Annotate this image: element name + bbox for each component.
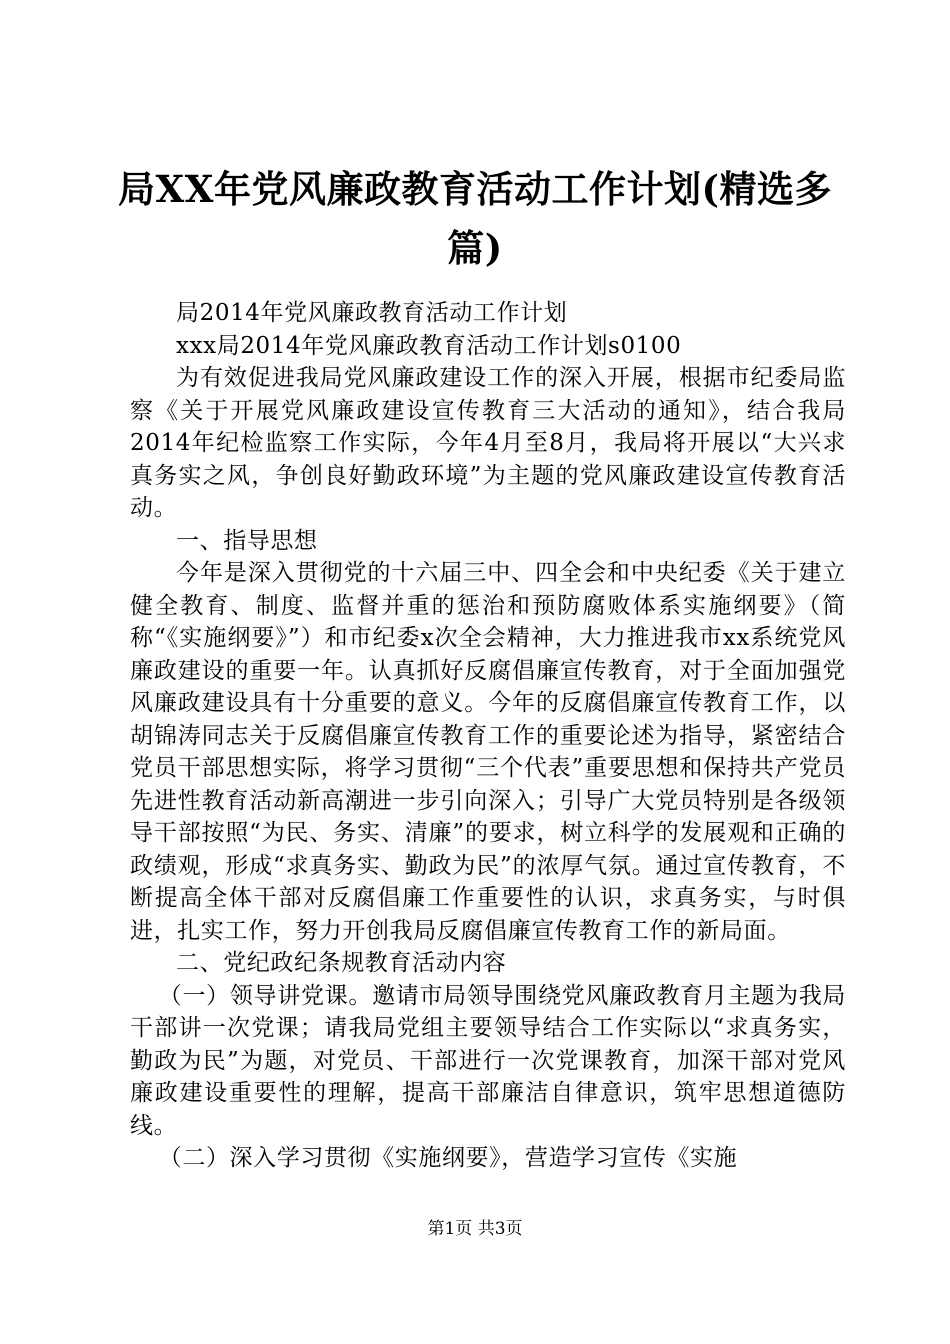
document-title: 局XX年党风廉政教育活动工作计划(精选多篇) bbox=[118, 167, 832, 270]
paragraph-item-1: （一）领导讲党课。邀请市局领导围绕党风廉政教育月主题为我局干部讲一次党课；请我局党组主要领导结合工作实际以“求真务实，勤政为民”为题，对党员、干部进行一次党课教育，加深干部对党风廉政建设重要性的理解，提高干部廉洁自律意识，筑牢思想道德防线。 bbox=[130, 982, 846, 1139]
paragraph-plan-name: xxx局2014年党风廉政教育活动工作计划s0100 bbox=[176, 332, 682, 359]
paragraph-intro: 为有效促进我局党风廉政建设工作的深入开展，根据市纪委局监察《关于开展党风廉政建设宣传教育三大活动的通知》，结合我局2014年纪检监察工作实际，今年4月至8月，我局将开展以“大兴求真务实之风，争创良好勤政环境”为主题的党风廉政建设宣传教育活动。 bbox=[130, 365, 846, 521]
paragraph-item-2: （二）深入学习贯彻《实施纲要》，营造学习宣传《实施 bbox=[158, 1145, 738, 1171]
section-heading-activity-content: 二、党纪政纪条规教育活动内容 bbox=[176, 950, 507, 976]
document-body bbox=[130, 297, 846, 1175]
paragraph-subtitle: 局2014年党风廉政教育活动工作计划 bbox=[176, 300, 568, 326]
section-heading-guiding-ideology: 一、指导思想 bbox=[176, 527, 318, 554]
paragraph-guiding-ideology: 今年是深入贯彻党的十六届三中、四全会和中央纪委《关于建立健全教育、制度、监督并重的惩治和预防腐败体系实施纲要》（简称“《实施纲要》”）和市纪委x次全会精神，大力推进我市xx系统党风廉政建设的重要一年。认真抓好反腐倡廉宣传教育，对于全面加强党风廉政建设具有十分重要的意义。今年的反腐倡廉宣传教育工作，以胡锦涛同志关于反腐倡廉宣传教育工作的重要论述为指导，紧密结合党员干部思想实际，将学习贯彻“三个代表”重要思想和保持共产党员先进性教育活动新高潮进一步引向深入；引导广大党员特别是各级领导干部按照“为民、务实、清廉”的要求，树立科学的发展观和正确的政绩观，形成“求真务实、勤政为民”的浓厚气氛。通过宣传教育，不断提高全体干部对反腐倡廉工作重要性的认识，求真务实，与时俱进，扎实工作，努力开创我局反腐倡廉宣传教育工作的新局面。 bbox=[130, 560, 846, 944]
page-number-footer: 第1页 共3页 bbox=[427, 1219, 523, 1239]
